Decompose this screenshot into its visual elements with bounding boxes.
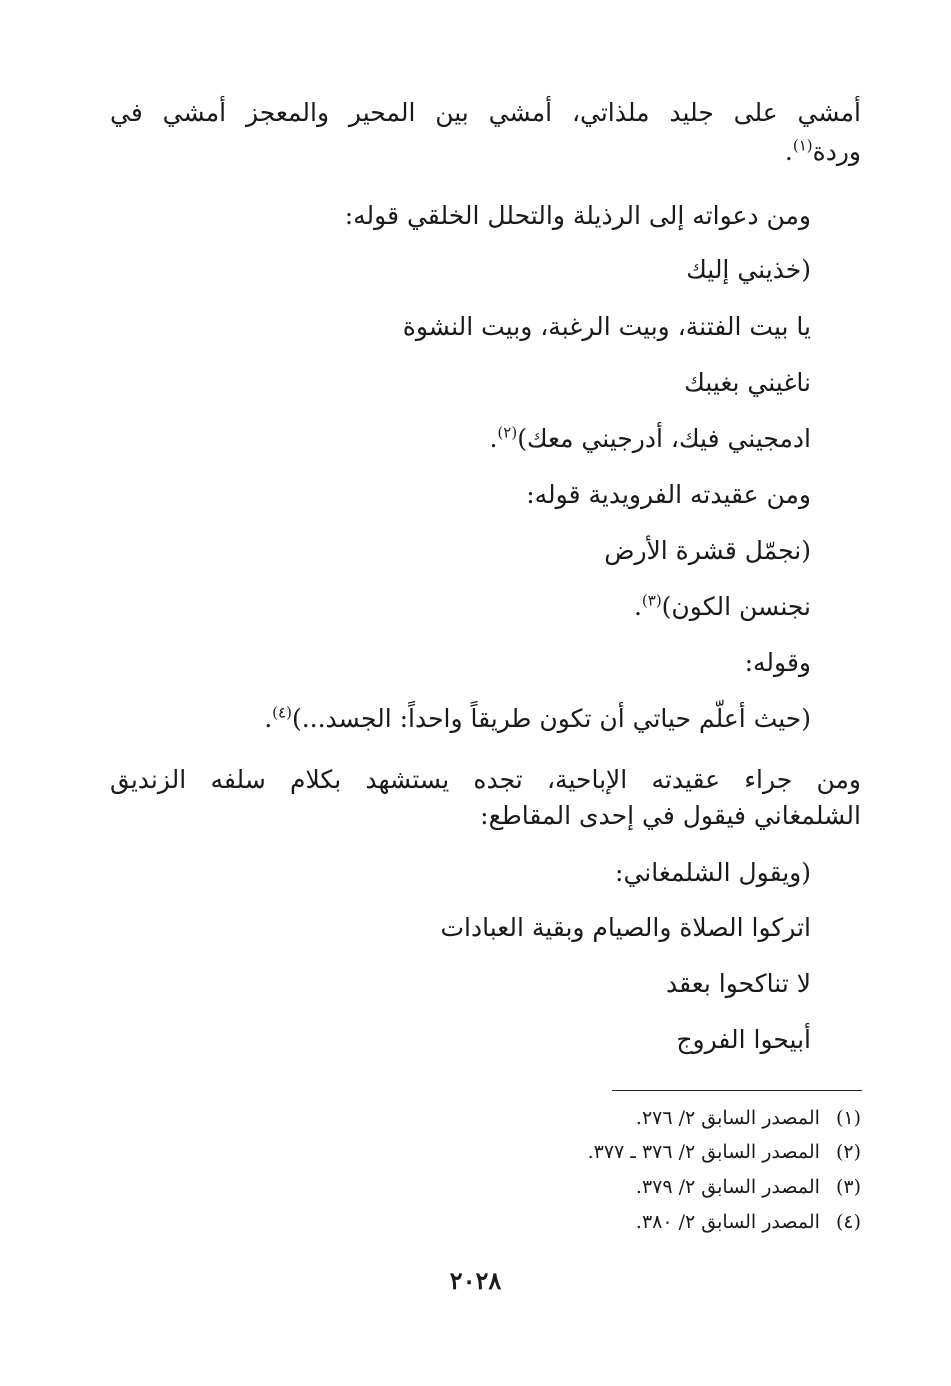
paragraph-line xyxy=(480,800,861,832)
footnote-number: (٣) xyxy=(835,1176,861,1198)
text: وقوله: xyxy=(744,648,811,677)
poem-line xyxy=(403,311,811,343)
footnote-text: المصدر السابق ٢/ ٢٧٦. xyxy=(635,1107,820,1129)
text: لا تناكحوا بعقد xyxy=(666,969,811,998)
text: . xyxy=(784,137,793,166)
text: (ويقول الشلمغاني: xyxy=(615,858,811,887)
text: . xyxy=(633,592,642,621)
text: ومن جراء عقيدته الإباحية، تجده يستشهد بكلام سلفه الزنديق xyxy=(110,765,861,794)
paragraph-line xyxy=(110,97,861,129)
text: الشلمغاني فيقول في إحدى المقاطع: xyxy=(480,801,861,830)
footnote xyxy=(636,1106,861,1130)
text: (حيث أعلّم حياتي أن تكون طريقاً واحداً: الجسد...) xyxy=(291,704,811,733)
text: وردة xyxy=(812,137,861,166)
poem-line xyxy=(634,591,811,623)
footnote-number: (٢) xyxy=(835,1141,861,1163)
text: ناغيني بغيبك xyxy=(684,368,811,397)
text: أمشي على جليد ملذاتي، أمشي بين المحير والمعجز أمشي في xyxy=(110,98,861,127)
footnote-ref[interactable]: (٢) xyxy=(497,423,518,442)
poem-line xyxy=(684,367,811,399)
footnote xyxy=(588,1140,861,1164)
poem-line xyxy=(441,912,811,944)
text: أبيحوا الفروج xyxy=(676,1025,811,1054)
text: (نجمّل قشرة الأرض xyxy=(604,536,811,565)
footnote-number: (٤) xyxy=(835,1211,861,1233)
footnote-ref[interactable]: (٣) xyxy=(641,591,662,610)
footnote-ref[interactable]: (١) xyxy=(792,136,813,155)
poem-line xyxy=(604,535,811,567)
text: ومن عقيدته الفرويدية قوله: xyxy=(526,480,811,509)
poem-line xyxy=(666,968,811,1000)
poem-line xyxy=(264,703,811,735)
footnote xyxy=(636,1210,861,1234)
text: . xyxy=(489,424,498,453)
footnote-text: المصدر السابق ٢/ ٣٨٠. xyxy=(635,1211,820,1233)
paragraph-line xyxy=(745,647,811,679)
text: ومن دعواته إلى الرذيلة والتحلل الخلقي قوله: xyxy=(344,201,811,230)
paragraph-line xyxy=(785,136,861,168)
page-number: ٢٠٢٨ xyxy=(449,1266,502,1295)
paragraph-line xyxy=(110,764,861,796)
text: ادمجيني فيك، أدرجيني معك) xyxy=(517,424,811,453)
footnote-divider xyxy=(612,1090,862,1091)
footnote-number: (١) xyxy=(835,1107,861,1129)
footnote-text: المصدر السابق ٢/ ٣٧٦ ـ ٣٧٧. xyxy=(587,1141,820,1163)
text: اتركوا الصلاة والصيام وبقية العبادات xyxy=(440,913,811,942)
poem-line xyxy=(676,1024,811,1056)
poem-line xyxy=(489,423,811,455)
text: . xyxy=(264,704,273,733)
footnote-ref[interactable]: (٤) xyxy=(272,703,292,722)
paragraph-line xyxy=(526,479,811,511)
text: نجنسن الكون) xyxy=(661,592,811,621)
text: يا بيت الفتنة، وبيت الرغبة، وبيت النشوة xyxy=(402,312,811,341)
footnote-text: المصدر السابق ٢/ ٣٧٩. xyxy=(635,1176,820,1198)
poem-line xyxy=(615,857,811,889)
footnote xyxy=(636,1175,861,1199)
poem-line xyxy=(686,254,811,286)
paragraph-line xyxy=(345,200,811,232)
text: (خذيني إليك xyxy=(686,255,811,284)
